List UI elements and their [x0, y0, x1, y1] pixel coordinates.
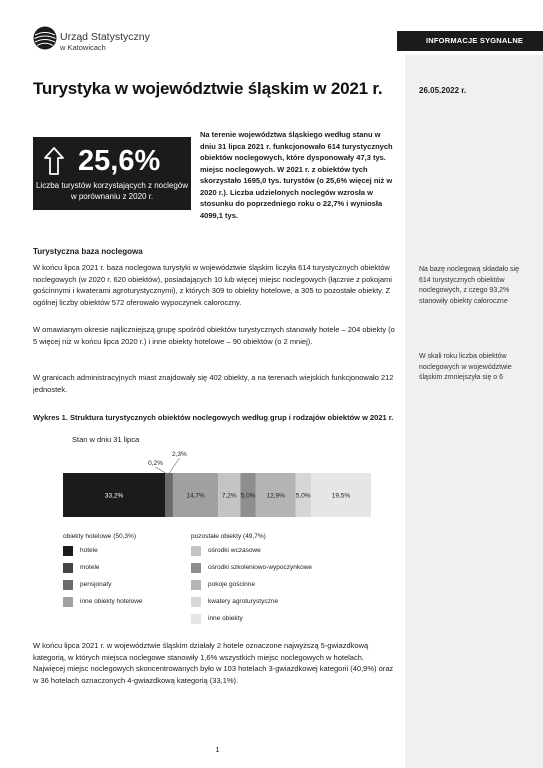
page-number: 1 [215, 745, 220, 754]
legend-swatch [63, 546, 73, 556]
legend-swatch [191, 614, 201, 624]
data-label-6: 5,0% [240, 492, 256, 500]
legend-label: kwatery agroturystyczne [208, 598, 279, 605]
side-note-1: Na bazę noclegową składało się 614 turystycznych obiektów noclegowych, z czego 93,2% stanowiły obiekty całoroczne [419, 266, 520, 305]
logo-name: Urząd Statystyczny [60, 31, 150, 43]
leader-line-2 [156, 467, 166, 473]
data-label-9: 19,5% [331, 492, 351, 500]
section-title: Turystyczna baza noclegowa [33, 247, 143, 256]
legend-group-other: pozostałe obiekty (49,7%) [191, 533, 266, 540]
legend-swatch [63, 580, 73, 590]
legend-swatch [191, 580, 201, 590]
header-band: INFORMACJE SYGNALNE [397, 31, 543, 51]
side-note-2: W skali roku liczba obiektów noclegowych w województwie śląskim zmniejszyła się o 6 [419, 353, 512, 381]
legend-label: inne obiekty [208, 615, 243, 622]
bar-segment-2 [165, 473, 166, 517]
legend-swatch [63, 563, 73, 573]
leader-line-3 [169, 458, 179, 473]
legend-label: inne obiekty hotelowe [80, 598, 143, 605]
legend-group-hotel: obiekty hotelowe (50,3%) [63, 533, 136, 540]
key-stat-description: Liczba turystów korzystających z noclegów w porównaniu z 2020 r. [35, 181, 189, 201]
page-title: Turystyka w województwie śląskim w 2021 r. [33, 79, 383, 98]
data-label-3: 2,3% [171, 451, 187, 458]
legend-swatch [191, 597, 201, 607]
data-label-1: 33,2% [104, 492, 124, 500]
bar-segment-3 [166, 473, 173, 517]
data-label-7: 12,9% [266, 492, 285, 500]
key-stat-value: 25,6% [78, 145, 161, 177]
legend-swatch [63, 597, 73, 607]
figure-title: Wykres 1. Struktura turystycznych obiektów noclegowych według grup i rodzajów obiektów w 2021 r. [33, 413, 394, 422]
paragraph-1: W końcu lipca 2021 r. baza noclegowa turystyki w województwie śląskim liczyła 614 turystycznych obiektów noclegowych (w 2020 r. 620 obiektów), posiadających 10 lub więcej miejsc noclegowych (łącznie z pokojami gościnnymi i kwaterami agroturystycznymi), z których 309 to obiekty hotelowe, a 305 to pozostałe obiekty. Z ogólnej liczby obiektów 572 oferowało wypoczynek całoroczny. [33, 263, 392, 307]
paragraph-3: W granicach administracyjnych miast znajdowały się 402 obiekty, a na terenach wiejskich funkcjonowało 212 jednostek. [33, 373, 394, 394]
legend-label: pensjonaty [80, 581, 112, 588]
data-label-4: 14,7% [186, 492, 205, 500]
legend-swatch [191, 546, 201, 556]
legend-label: ośrodki szkoleniowo-wypoczynkowe [208, 564, 313, 571]
legend-label: hotele [80, 547, 98, 554]
publication-date: 26.05.2022 r. [419, 86, 467, 95]
paragraph-2: W omawianym okresie najliczniejszą grupę spośród obiektów turystycznych stanowiły hotele – 204 obiekty (o 5 więcej niż w końcu lipca 2020 r.) i inne obiekty hotelowe – 90 obiektów (o 2 mniej). [33, 325, 395, 346]
legend-label: pokoje gościnne [208, 581, 255, 588]
logo-subtitle: w Katowicach [60, 43, 106, 52]
data-label-8: 5,0% [295, 492, 311, 500]
data-label-5: 7,2% [221, 492, 237, 500]
figure-subtitle: Stan w dniu 31 lipca [72, 435, 140, 444]
legend-swatch [191, 563, 201, 573]
data-label-2: 0,2% [148, 460, 163, 467]
intro-summary: Na terenie województwa śląskiego według stanu w dniu 31 lipca 2021 r. funkcjonowało 614 turystycznych obiektów noclegowych, które dysponowały 47,3 tys. miejsc noclegowych. W 2021 r. z obiektów tych skorzystało 1695,0 tys. turystów (o 25,6% więcej niż w 2020 r.). Liczba udzielonych noclegów wzrosła w stosunku do poprzedniego roku o 22,7% i wyniosła 4099,1 tys. [200, 130, 393, 220]
paragraph-4: W końcu lipca 2021 r. w województwie śląskim działały 2 hotele oznaczone najwyższą 5-gwiazdkową kategorią, w których miejsca noclegowe stanowiły 1,6% wszystkich miejsc noclegowych w hotelach. Najwięcej miejsc noclegowych skoncentrowanych było w 103 hotelach 3-gwiazdkowej kategorii (40,9%) oraz w 36 hotelach oznaczonych 4-gwiazdkową kategorią (33,1%). [33, 641, 394, 685]
legend-label: motele [80, 564, 100, 571]
legend-label: ośrodki wczasowe [208, 547, 261, 554]
